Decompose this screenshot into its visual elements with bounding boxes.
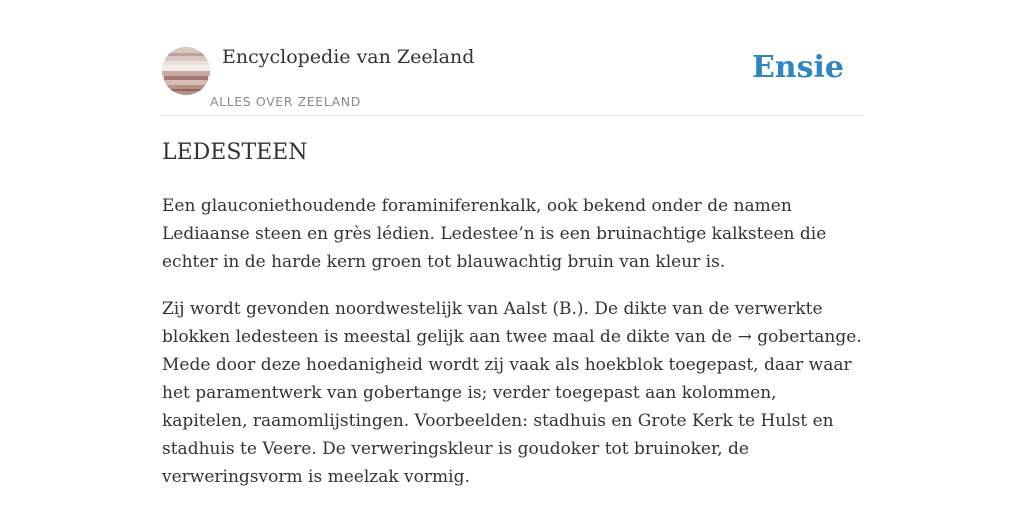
site-title[interactable]: Encyclopedie van Zeeland bbox=[222, 46, 475, 68]
page bbox=[162, 0, 862, 512]
entry-paragraph: Een glauconiethoudende foraminiferenkalk, ook bekend onder de namen Lediaanse steen en grès lédien. Ledestee’n is een bruinachtige kalksteen die echter in de harde kern groen tot blauwachtig bruin van kleur is. bbox=[162, 196, 827, 272]
entry-title: LEDESTEEN bbox=[162, 140, 308, 165]
entry-content bbox=[162, 192, 862, 510]
site-avatar[interactable] bbox=[162, 47, 210, 95]
entry-paragraph: Zij wordt gevonden noordwestelijk van Aalst (B.). De dikte van de verwerkte blokken ledesteen is meestal gelijk aan twee maal de dikte van de → gobertange. Mede door deze hoedanigheid wordt zij vaak als hoekblok toegepast, daar waar het paramentwerk van gobertange is; verder toegepast aan kolommen, kapitelen, raamomlijstingen. Voorbeelden: stadhuis en Grote Kerk te Hulst en stadhuis te Veere. De verweringskleur is goudoker tot bruinoker, de verweringsvorm is meelzak vormig. bbox=[162, 299, 862, 487]
book-photo-icon bbox=[162, 47, 210, 95]
brand-logo-link[interactable]: Ensie bbox=[751, 50, 844, 85]
site-header bbox=[162, 0, 862, 116]
site-subtitle: ALLES OVER ZEELAND bbox=[210, 94, 361, 109]
